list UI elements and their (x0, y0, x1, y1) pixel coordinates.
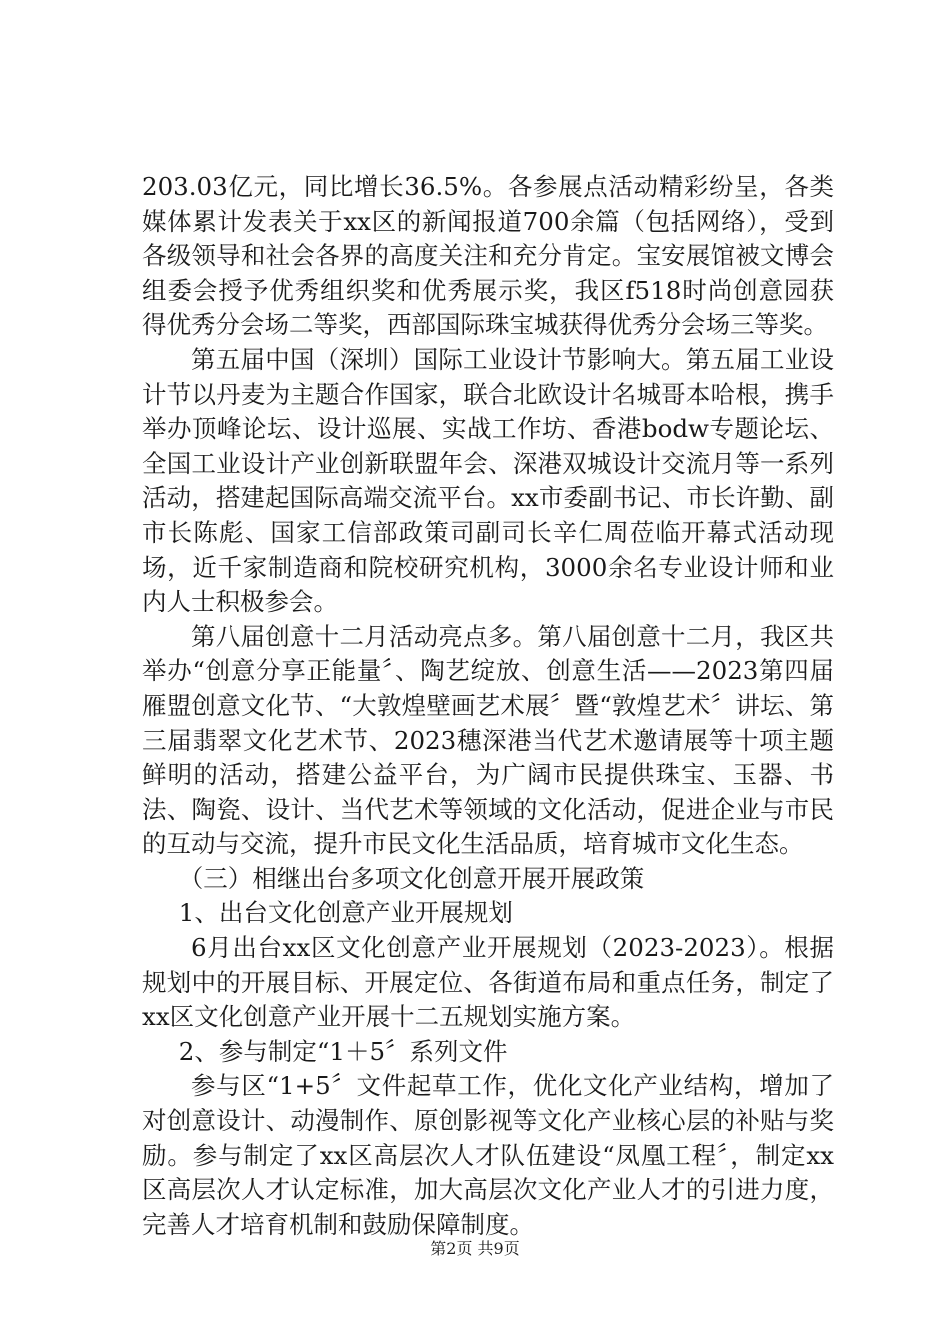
paragraph-creative-december: 第八届创意十二月活动亮点多。第八届创意十二月，我区共举办“创意分享正能量〞、陶艺绽放、创意生活——2023第四届雁盟创意文化节、“大敦煌壁画艺术展〞暨“敦煌艺术〞讲坛、第三届翡翠文化艺术节、2023穗深港当代艺术邀请展等十项主题鲜明的活动，搭建公益平台，为广阔市民提供珠宝、玉器、书法、陶瓷、设计、当代艺术等领域的文化活动，促进企业与市民的互动与交流，提升市民文化生活品质，培育城市文化生态。 (142, 621, 834, 859)
subheading-1plus5-documents: 2、参与制定“1＋5〞系列文件 (178, 1036, 508, 1066)
paragraph-industry-plan: 6月出台xx区文化创意产业开展规划（2023-2023）。根据规划中的开展目标、开展定位、各街道布局和重点任务，制定了xx区文化创意产业开展十二五规划实施方案。 (142, 933, 834, 1032)
paragraph-continuation: 203.03亿元，同比增长36.5%。各参展点活动精彩纷呈，各类媒体累计发表关于xx区的新闻报道700余篇（包括网络），受到各级领导和社会各界的高度关注和充分肯定。宝安展馆被文博会组委会授予优秀组织奖和优秀展示奖，我区f518时尚创意园获得优秀分会场二等奖，西部国际珠宝城获得优秀分会场三等奖。 (142, 172, 834, 340)
subheading-industry-plan: 1、出台文化创意产业开展规划 (178, 898, 513, 928)
paragraph-design-festival: 第五届中国（深圳）国际工业设计节影响大。第五届工业设计节以丹麦为主题合作国家，联合北欧设计名城哥本哈根，携手举办顶峰论坛、设计巡展、实战工作坊、香港bodw专题论坛、全国工业设计产业创新联盟年会、深港双城设计交流月等一系列活动，搭建起国际高端交流平台。xx市委副书记、市长许勤、副市长陈彪、国家工信部政策司副司长辛仁周莅临开幕式活动现场，近千家制造商和院校研究机构，3000余名专业设计师和业内人士积极参会。 (142, 344, 834, 617)
paragraph-1plus5-documents: 参与区“1+5〞文件起草工作，优化文化产业结构，增加了对创意设计、动漫制作、原创影视等文化产业核心层的补贴与奖励。参与制定了xx区高层次人才队伍建设“凤凰工程〞，制定xx区高层次人才认定标准，加大高层次文化产业人才的引进力度，完善人才培育机制和鼓励保障制度。 (142, 1071, 834, 1239)
document-body (142, 170, 834, 1242)
page-number-footer: 第2页 共9页 (430, 1239, 520, 1258)
section-heading-policies: （三）相继出台多项文化创意开展开展政策 (178, 863, 645, 893)
